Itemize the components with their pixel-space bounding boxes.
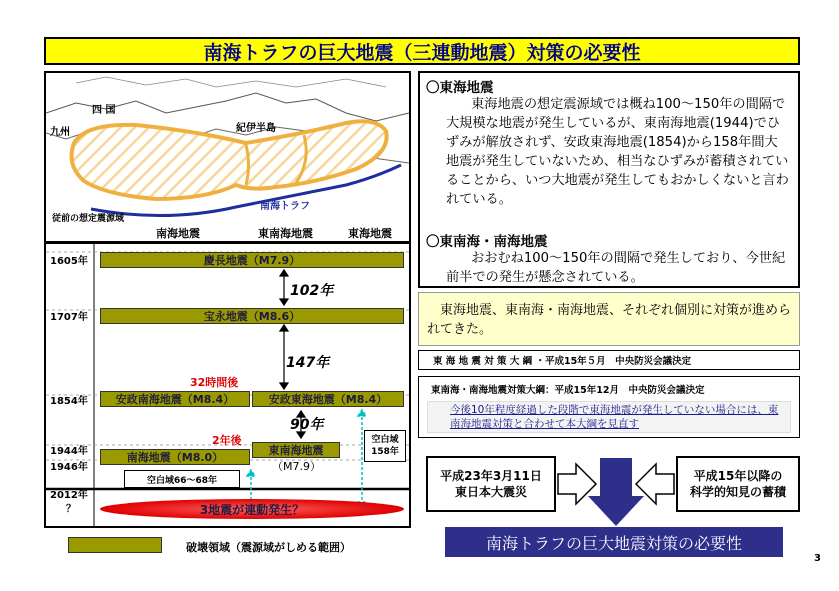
year-1946: 1946年 xyxy=(50,462,88,473)
year-2012: 2012年 xyxy=(50,490,88,501)
page-number: 3 xyxy=(814,553,821,564)
map-label-shikoku: 四 国 xyxy=(92,105,116,116)
map-label-trough: 南海トラフ xyxy=(260,201,310,212)
down-arrow-icon xyxy=(588,458,644,526)
policy-note xyxy=(418,292,800,346)
year-1854: 1854年 xyxy=(50,396,88,407)
tonankai-heading: 〇東南海・南海地震 xyxy=(426,234,548,250)
map-label-old-source: 従前の想定震源域 xyxy=(52,214,125,224)
map-label-kyushu: 九州 xyxy=(50,127,70,138)
column-tonankai: 東南海地震 xyxy=(258,227,313,240)
prediction-ellipse: 3地震が連動発生？ xyxy=(100,499,404,519)
explanation-panel xyxy=(418,71,800,288)
blank-region-tokai: 空白域 158年 xyxy=(364,430,406,462)
tokai-text: 東海地震の想定震源域では概ね100～150年の間隔で大規模な地震が発生しているが、東南海地震(1944)でひずみが解放されず、安政東海地震(1854)から158年間大地震が発生していないため、相当なひずみが蓄積されていることから、いつ大地震が発生してもおかしくないと言われている。 xyxy=(446,97,789,207)
tonankai-1944-bar: 東南海地震 xyxy=(252,442,340,458)
interval-147: 147年 xyxy=(286,355,330,371)
keicho-bar: 慶長地震（M7.9） xyxy=(100,252,404,268)
legend-label: 破壊領域（震源域がしめる範囲） xyxy=(186,541,351,554)
page-title: 南海トラフの巨大地震（三連動地震）対策の必要性 xyxy=(44,37,800,65)
hoei-bar: 宝永地震（M8.6） xyxy=(100,308,404,324)
policy-tonankai-title: 東南海・南海地震対策大綱 xyxy=(431,385,546,396)
ansei-nankai-bar: 安政南海地震（M8.4） xyxy=(100,391,250,407)
policy-note-text: 東海地震、東南海・南海地震、それぞれ個別に対策が進められてきた。 xyxy=(427,303,792,337)
legend-swatch xyxy=(68,537,162,553)
map-label-kii: 紀伊半島 xyxy=(236,123,276,134)
interval-90: 90年 xyxy=(290,417,324,433)
policy-tonankai xyxy=(418,376,800,438)
blank-region-nankai: 空白域66～68年 xyxy=(124,470,240,488)
year-unknown: ？ xyxy=(66,504,76,515)
year-1944: 1944年 xyxy=(50,446,88,457)
knowledge-box: 平成15年以降の 科学的知見の蓄積 xyxy=(676,456,800,512)
policy-tokai: 東 海 地 震 対 策 大 綱 ・平成15年５月 中央防災会議決定 xyxy=(418,350,800,370)
tonankai-text: おおむね100～150年の間隔で発生しており、今世紀前半での発生が懸念されている。 xyxy=(446,251,786,285)
policy-tonankai-date: ：平成15年12月 中央防災会議決定 xyxy=(545,385,705,396)
ansei-tokai-bar: 安政東海地震（M8.4） xyxy=(252,391,404,407)
column-tokai: 東海地震 xyxy=(348,227,392,240)
nankai-1946-bar: 南海地震（M8.0） xyxy=(100,449,250,465)
interval-102: 102年 xyxy=(290,283,334,299)
gap-2y: 2年後 xyxy=(212,434,242,447)
disaster-box: 平成23年3月11日 東日本大震災 xyxy=(426,456,556,512)
tokai-heading: 〇東海地震 xyxy=(426,80,494,96)
timeline-panel xyxy=(44,242,411,528)
year-1605: 1605年 xyxy=(50,256,88,267)
conclusion-banner: 南海トラフの巨大地震対策の必要性 xyxy=(445,527,783,557)
column-nankai: 南海地震 xyxy=(156,227,200,240)
gap-32h: 32時間後 xyxy=(190,376,239,389)
policy-tonankai-note: 今後10年程度経過した段階で東海地震が発生していない場合には、東南海地震対策と合わせて本大綱を見直す xyxy=(427,401,791,433)
year-1707: 1707年 xyxy=(50,312,88,323)
policy-tonankai-line xyxy=(431,382,704,396)
arrows-graphic xyxy=(556,456,676,528)
map-panel xyxy=(44,71,411,243)
tonankai-magnitude: （M7.9） xyxy=(272,460,321,473)
